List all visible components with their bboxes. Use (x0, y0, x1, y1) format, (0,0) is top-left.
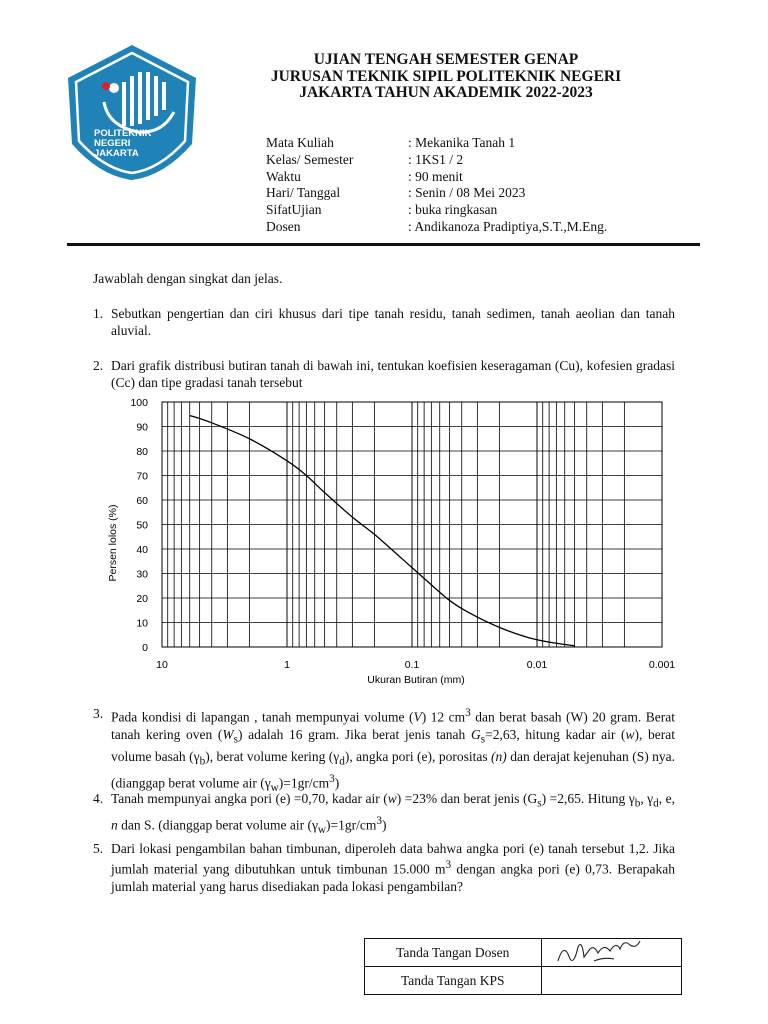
x-tick-label: 1 (284, 659, 290, 671)
signature-row (365, 939, 682, 967)
question-3 (93, 705, 675, 797)
subscript: w (317, 823, 327, 836)
question-text: Sebutkan pengertian dan ciri khusus dari tipe tanah residu, tanah sedimen, tanah aeolian dan tanah aluvial. (111, 306, 675, 338)
text-segment: ) =2,65. Hitung γ (541, 791, 635, 806)
text-segment: ) =23% dan berat jenis (G (396, 791, 538, 806)
info-label: SifatUjian (266, 202, 322, 218)
signature-row (365, 967, 682, 995)
question-number: 5. (93, 841, 104, 856)
lecturer-signature-label: Tanda Tangan Dosen (365, 939, 542, 967)
kps-signature-cell (541, 967, 682, 995)
question-1 (93, 305, 675, 339)
grain-size-chart (107, 393, 690, 693)
superscript: 3 (465, 707, 471, 719)
header-divider (67, 243, 700, 246)
title-line-3: JAKARTA TAHUN AKADEMIK 2022-2023 (299, 84, 593, 101)
info-label: Kelas/ Semester (266, 151, 354, 167)
x-tick-label: 10 (156, 659, 168, 671)
info-row (266, 169, 607, 186)
question-number: 4. (93, 791, 104, 806)
subscript: b (634, 797, 641, 810)
question-4 (93, 790, 675, 839)
info-row (266, 135, 607, 152)
politeknik-logo (64, 42, 200, 182)
exam-title (236, 52, 656, 102)
question-number: 3. (93, 706, 104, 721)
info-row (266, 219, 607, 236)
question-number: 2. (93, 358, 104, 373)
logo-line-1: POLITEKNIK (94, 128, 152, 139)
question-text (111, 840, 675, 895)
info-row (266, 152, 607, 169)
y-axis-label: Persen lolos (%) (107, 504, 119, 582)
logo-line-3: JAKARTA (94, 148, 139, 159)
subscript: s (537, 797, 542, 810)
subscript: d (339, 755, 345, 768)
text-segment: ) adalah 16 gram. Jika berat jenis tanah (238, 726, 471, 742)
y-tick-label: 90 (136, 421, 148, 434)
info-value: : buka ringkasan (408, 202, 498, 218)
subscript: b (199, 755, 206, 768)
y-tick-label: 40 (136, 544, 148, 556)
text-segment: =2,63, hitung kadar air ( (485, 726, 626, 742)
text-segment: (n) (491, 749, 507, 765)
text-segment: Tanah mempunyai angka pori (e) =0,70, kadar air ( (111, 791, 388, 806)
chart-grid (162, 402, 662, 647)
lecturer-signature-cell (541, 939, 682, 967)
x-tick-labels (156, 659, 675, 671)
text-segment: ), berat volume kering (γ (205, 749, 340, 765)
text-segment: ) (334, 775, 340, 791)
y-tick-label: 30 (136, 568, 148, 581)
text-segment: )=1gr/cm (278, 775, 330, 791)
y-tick-label: 100 (130, 397, 148, 409)
info-value: : 90 menit (408, 168, 463, 184)
text-segment: Pada kondisi di lapangan , tanah mempunyai volume ( (111, 709, 414, 725)
text-segment: ), berat volume basah (γ (111, 726, 675, 765)
subscript: d (653, 797, 659, 810)
y-tick-label: 10 (136, 617, 148, 630)
y-tick-labels (130, 397, 148, 654)
text-segment: w (387, 791, 397, 806)
info-label: Mata Kuliah (266, 135, 334, 150)
x-tick-label: 0.1 (404, 659, 420, 671)
info-value: : Andikanoza Pradiptiya,S.T.,M.Eng. (408, 218, 608, 234)
question-text (111, 705, 675, 797)
title-line-2: JURUSAN TEKNIK SIPIL POLITEKNIK NEGERI (270, 67, 622, 85)
text-segment: , γ (640, 791, 654, 806)
text-segment: G (470, 726, 481, 742)
y-tick-label: 60 (136, 495, 148, 507)
info-label: Waktu (266, 168, 301, 184)
kps-signature-label: Tanda Tangan KPS (365, 967, 542, 995)
info-value: : 1KS1 / 2 (408, 151, 464, 167)
info-label: Hari/ Tanggal (266, 185, 341, 201)
question-text: Dari grafik distribusi butiran tanah di bawah ini, tentukan koefisien keseragaman (Cu), kofesien gradasi (Cc) dan tipe gradasi tanah tersebut (111, 358, 675, 390)
x-tick-label: 0.01 (526, 659, 548, 671)
question-text (111, 790, 675, 839)
text-segment: )=1gr/cm (326, 817, 377, 833)
info-row (266, 202, 607, 219)
subscript: s (233, 733, 239, 746)
grading-curve (190, 415, 575, 645)
question-5 (93, 840, 675, 895)
text-segment: , e, (658, 791, 675, 806)
superscript: 3 (445, 859, 452, 871)
text-segment: w (625, 726, 635, 742)
y-tick-label: 70 (136, 470, 148, 483)
instructions: Jawablah dengan singkat dan jelas. (93, 271, 283, 286)
y-tick-label: 80 (136, 446, 148, 458)
text-segment: dan berat basah (W) 20 gram. Berat tanah kering oven ( (111, 709, 675, 742)
subscript: w (270, 782, 279, 795)
text-segment: ), angka pori (e), porositas (344, 749, 492, 765)
y-tick-label: 0 (142, 642, 148, 654)
info-value: : Mekanika Tanah 1 (408, 135, 516, 150)
info-label: Dosen (266, 218, 301, 234)
superscript: 3 (376, 814, 383, 827)
superscript: 3 (329, 772, 335, 785)
question-number: 1. (93, 306, 104, 321)
text-segment: dan S. (dianggap berat volume air (γ (117, 817, 318, 833)
text-segment: V (413, 709, 422, 725)
subscript: s (480, 733, 486, 746)
text-segment: ) (382, 817, 387, 833)
text-segment: dan derajat kejenuhan (S) nya. (dianggap berat volume air (γ (111, 749, 676, 791)
exam-info (266, 135, 607, 236)
handwritten-signature (554, 935, 644, 969)
text-segment: dengan angka pori (e) 0,73. Berapakah jumlah material yang harus disediakan pada lokasi pengambilan? (111, 861, 676, 894)
y-tick-label: 50 (136, 519, 148, 532)
x-axis-label: Ukuran Butiran (mm) (367, 674, 465, 686)
text-segment: W (222, 726, 234, 742)
y-tick-label: 20 (136, 593, 148, 605)
info-value: : Senin / 08 Mei 2023 (408, 185, 526, 201)
text-segment: n (111, 817, 118, 833)
title-line-1: UJIAN TENGAH SEMESTER GENAP (313, 51, 579, 68)
info-row (266, 185, 607, 202)
logo-line-2: NEGERI (94, 138, 131, 149)
text-segment: Dari lokasi pengambilan bahan timbunan, diperoleh data bahwa angka pori (e) tanah tersebut 1,2. Jika jumlah material yang dibutuhkan untuk timbunan 15.000 m (111, 841, 675, 877)
signature-table (364, 938, 682, 995)
question-2 (93, 357, 675, 391)
x-tick-label: 0.001 (648, 659, 676, 671)
text-segment: ) 12 cm (421, 709, 466, 725)
